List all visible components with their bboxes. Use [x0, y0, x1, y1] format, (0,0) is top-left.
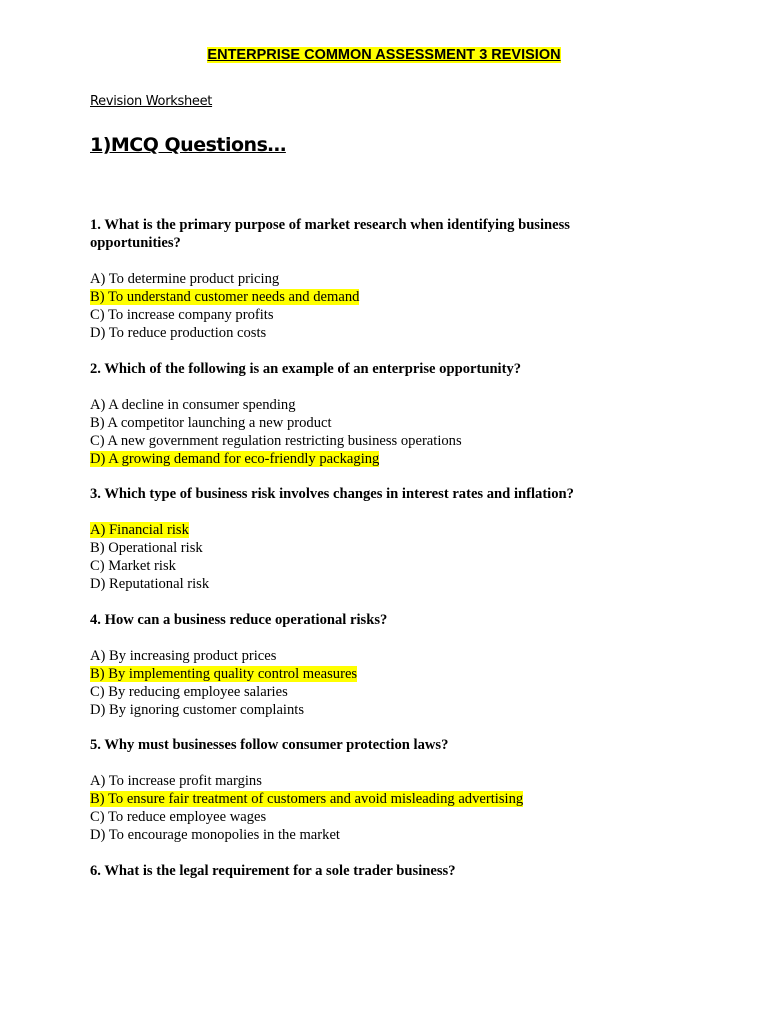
questions-list — [90, 216, 650, 898]
question-text: 1. What is the primary purpose of market research when identifying business opportunities? — [90, 217, 570, 251]
question-block — [90, 216, 650, 342]
answer-option — [90, 772, 650, 790]
document-title — [0, 46, 768, 64]
answer-option-label: C) A new government regulation restricting business operations — [90, 432, 462, 449]
answer-option — [90, 396, 650, 414]
answer-option-label: B) To understand customer needs and demand — [90, 289, 360, 305]
answer-option-label: B) By implementing quality control measures — [90, 665, 358, 682]
answer-option — [90, 557, 650, 575]
answer-option — [90, 808, 650, 826]
answer-option — [90, 324, 650, 342]
answer-option-label: C) Market risk — [90, 558, 176, 575]
answer-option-highlighted — [90, 521, 650, 539]
document-title-text: ENTERPRISE COMMON ASSESSMENT 3 REVISION — [207, 47, 561, 63]
answer-option — [90, 306, 650, 324]
question-block — [90, 485, 650, 593]
question-block — [90, 736, 650, 844]
answer-option-label: C) To reduce employee wages — [90, 809, 267, 826]
answer-option — [90, 826, 650, 844]
answer-option-highlighted — [90, 665, 650, 683]
answer-option — [90, 432, 650, 450]
question-block — [90, 862, 650, 880]
section-heading: 1)MCQ Questions… — [90, 134, 286, 156]
answer-option — [90, 683, 650, 701]
answer-option — [90, 414, 650, 432]
answer-option-highlighted — [90, 288, 650, 306]
answer-option-label: A) A decline in consumer spending — [90, 396, 296, 413]
answer-option — [90, 575, 650, 593]
answer-option-label: D) To reduce production costs — [90, 325, 267, 341]
answer-option-label: B) Operational risk — [90, 540, 203, 557]
answer-option-highlighted — [90, 450, 650, 468]
answer-option — [90, 701, 650, 719]
question-text: 5. Why must businesses follow consumer protection laws? — [90, 737, 449, 754]
question-text: 2. Which of the following is an example of an enterprise opportunity? — [90, 360, 522, 377]
answer-option-label: D) To encourage monopolies in the market — [90, 827, 340, 844]
question-text: 6. What is the legal requirement for a sole trader business? — [90, 862, 456, 879]
document-subtitle: Revision Worksheet — [90, 94, 213, 109]
answer-option-label: D) By ignoring customer complaints — [90, 701, 305, 718]
answer-option-highlighted — [90, 790, 650, 808]
answer-option — [90, 647, 650, 665]
question-block — [90, 611, 650, 719]
answer-option-label: A) Financial risk — [90, 522, 189, 539]
question-text: 4. How can a business reduce operational risks? — [90, 611, 388, 628]
answer-option-label: A) To increase profit margins — [90, 773, 262, 790]
answer-option-label: A) By increasing product prices — [90, 647, 277, 664]
answer-option-label: D) Reputational risk — [90, 576, 210, 593]
answer-option-label: A) To determine product pricing — [90, 271, 280, 287]
answer-option-label: B) To ensure fair treatment of customers and avoid misleading advertising — [90, 791, 524, 808]
answer-option — [90, 270, 650, 288]
answer-option-label: C) To increase company profits — [90, 307, 274, 323]
question-text: 3. Which type of business risk involves changes in interest rates and inflation? — [90, 486, 574, 503]
answer-option-label: C) By reducing employee salaries — [90, 683, 288, 700]
answer-option-label: D) A growing demand for eco-friendly packaging — [90, 450, 380, 467]
answer-option — [90, 539, 650, 557]
question-block — [90, 360, 650, 468]
answer-option-label: B) A competitor launching a new product — [90, 414, 332, 431]
